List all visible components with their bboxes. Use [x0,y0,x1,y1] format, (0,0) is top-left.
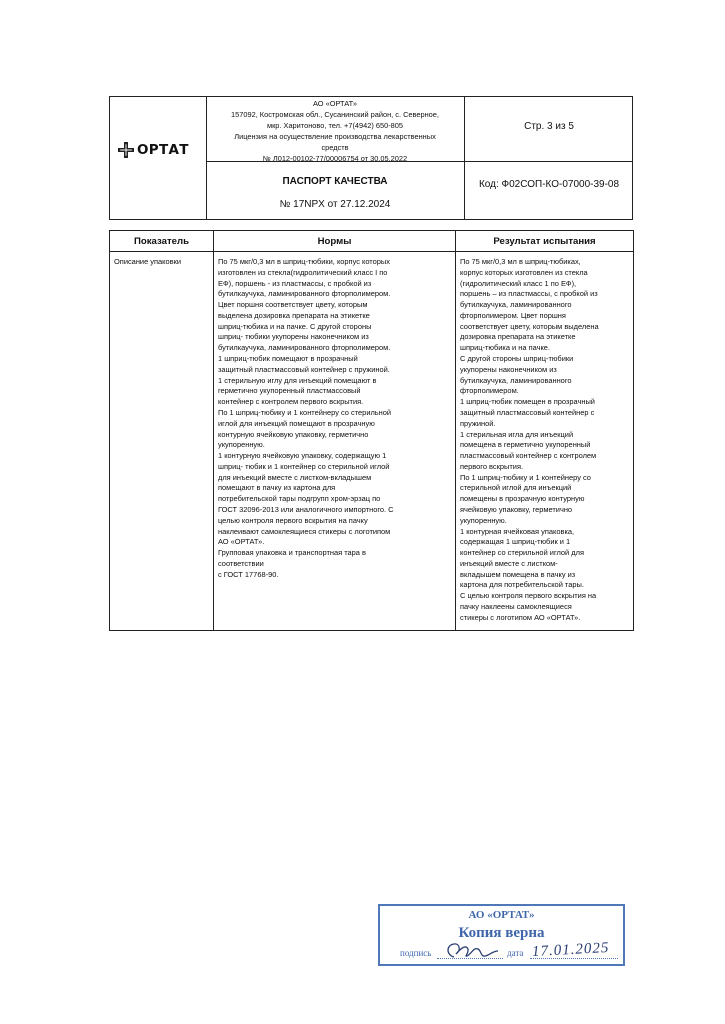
table-row [110,252,634,631]
company-license-cont: средств [321,142,349,152]
stamp-org: АО «ОРТАТ» [468,909,535,921]
norms-cell: По 75 мкг/0,3 мл в шприц-тюбики, корпус которых изготовлен из стекла(гидролитический класс I по ЕФ), поршень - из пластмассы, с пробкой из бутилкаучука, ламинированного фторполимером. Цвет поршня соответствует цвету, которым выделена дозировка препарата на этикетке шприц-тюбика и на пачке. С другой стороны шприц- тюбики укупорены наконечником из бутилкаучука, ламинированного фторполимером. 1 шприц-тюбик помещают в прозрачный защитный пластмассовый контейнер с пружиной. 1 стерильную иглу для инъекций помещают в герметично укупоренный пластмассовый контейнер с контролем первого вскрытия. По 1 шприц-тюбику и 1 контейнеру со стерильной иглой для инъекций помещают в прозрачную контурную ячейковую упаковку, герметично укупоренную. 1 контурную ячейковую упаковку, содержащую 1 шприц- тюбик и 1 контейнер со стерильной иглой для инъекций вместе с листком-вкладышем помещают в пачку из картона для потребительской тары подгрупп хром-эрзац по ГОСТ 32096-2013 или аналогичного импортного. С целью контроля первого вскрытия на пачку наклеивают самоклеящиеся стикеры с логотипом АО «ОРТАТ». Групповая упаковка и транспортная тара в соответствии с ГОСТ 17768-90. [214,252,456,631]
handwritten-date: 17.01.2025 [531,939,610,961]
document-number: № 17NPX от 27.12.2024 [279,199,391,210]
company-phone: мкр. Харитоново, тел. +7(4942) 650-805 [266,120,404,130]
header-divider-right [464,97,465,219]
table-header-row [110,231,634,252]
company-license-number: № Л012-00102-77/00006754 от 30.05.2022 [262,153,408,163]
company-logo [118,142,189,158]
company-name: АО «ОРТАТ» [313,99,357,108]
column-header-indicator: Показатель [110,231,214,252]
company-info [207,99,463,164]
certified-copy-stamp [378,904,625,966]
handwritten-signature [442,939,502,965]
column-header-norms: Нормы [214,231,456,252]
document-header [109,96,633,220]
column-header-result: Результат испытания [456,231,634,252]
page-number: Стр. 3 из 5 [524,121,574,132]
quality-table [109,230,634,631]
stamp-copy-text: Копия верна [458,925,545,941]
document-code: Код: Ф02СОП-КО-07000-39-08 [478,179,620,190]
document-title: ПАСПОРТ КАЧЕСТВА [282,176,388,187]
ortat-cross-icon [118,142,134,158]
company-license: Лицензия на осуществление производства лекарственных [234,131,436,141]
stamp-signature-label: подпись [400,948,432,958]
company-address: 157092, Костромская обл., Сусанинский район, с. Северное, [231,109,439,119]
result-cell: По 75 мкг/0,3 мл в шприц-тюбиках, корпус которых изготовлен из стекла (гидролитический класс 1 по ЕФ), поршень – из пластмассы, с пробкой из бутилкаучука, ламинированного фторполимером. Цвет поршня соответствует цвету, которым выделена дозировка препарата на этикетке шприц-тюбика и на пачке. С другой стороны шприц-тюбики укупорены наконечником из бутилкаучука, ламинированного фторполимером. 1 шприц-тюбик помещен в прозрачный защитный пластмассовый контейнер с пружиной. 1 стерильная игла для инъекций помещена в герметично укупоренный пластмассовый контейнер с контролем первого вскрытия. По 1 шприц-тюбику и 1 контейнеру со стерильной иглой для инъекций помещены в прозрачную контурную ячейковую упаковку, герметично укупоренную. 1 контурная ячейковая упаковка, содержащая 1 шприц-тюбик и 1 контейнер со стерильной иглой для инъекций вместе с листком- вкладышем помещена в пачку из картона для потребительской тары. С целью контроля первого вскрытия на пачку наклеены самоклеящиеся стикеры с логотипом АО «ОРТАТ». [456,252,634,631]
logo-text: ОРТАТ [137,142,189,158]
indicator-cell: Описание упаковки [110,252,214,631]
stamp-date-label: дата [507,948,524,958]
